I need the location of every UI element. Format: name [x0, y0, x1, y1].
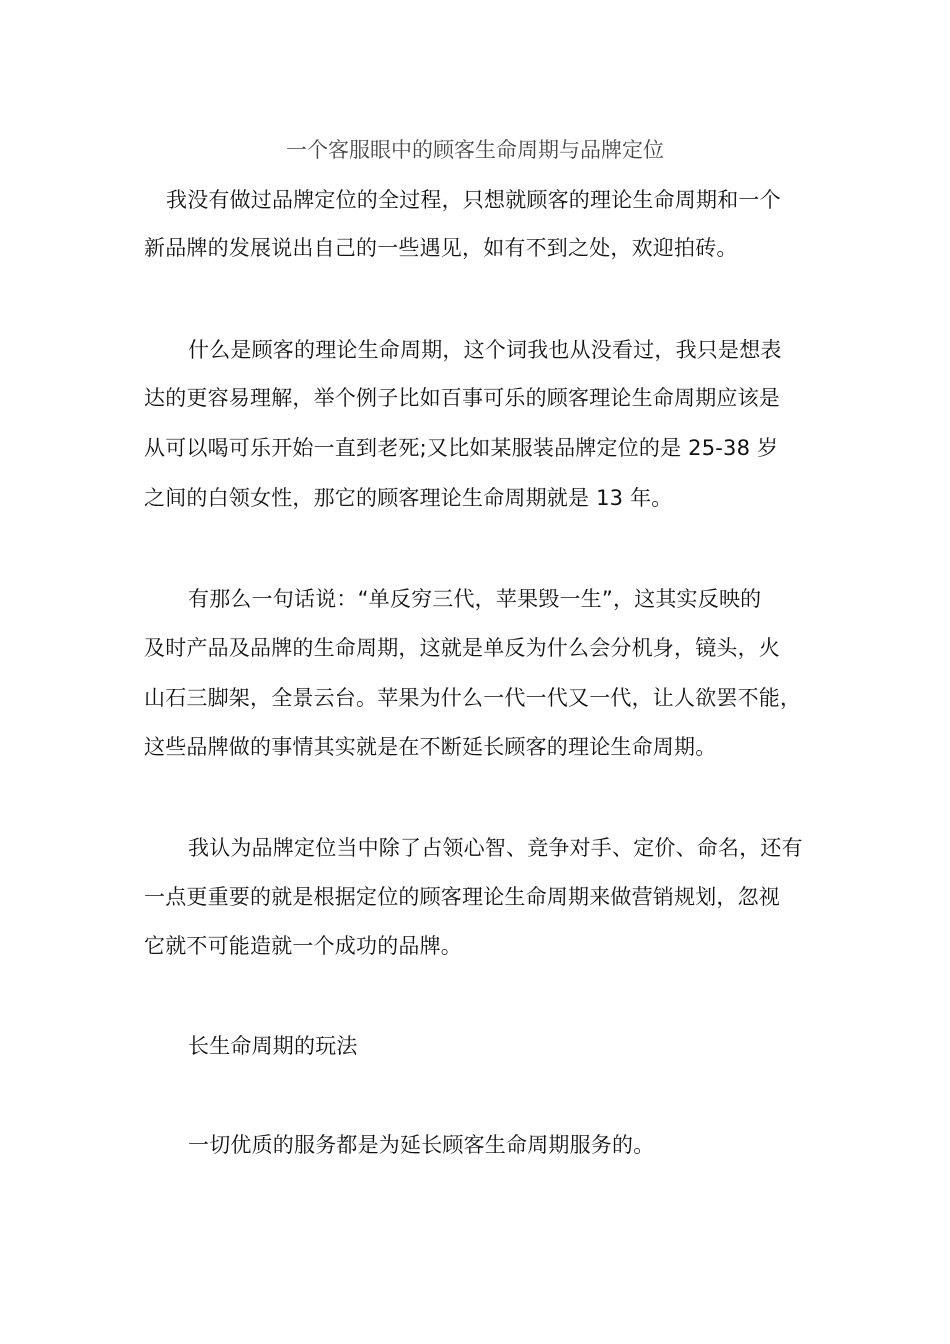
paragraph-1-line-1: 我没有做过品牌定位的全过程，只想就顾客的理论生命周期和一个 [166, 188, 781, 212]
paragraph-4-line-2: 一点更重要的就是根据定位的顾客理论生命周期来做营销规划，忽视 [144, 885, 780, 909]
paragraph-1-line-2: 新品牌的发展说出自己的一些遇见，如有不到之处，欢迎拍砖。 [144, 236, 738, 260]
paragraph-2-line-2: 达的更容易理解，举个例子比如百事可乐的顾客理论生命周期应该是 [144, 386, 780, 410]
document-title: 一个客服眼中的顾客生命周期与品牌定位 [286, 138, 664, 162]
paragraph-2-line-3: 从可以喝可乐开始一直到老死;又比如某服装品牌定位的是 25-38 岁 [144, 436, 779, 460]
paragraph-2-line-4: 之间的白领女性，那它的顾客理论生命周期就是 13 年。 [144, 486, 673, 510]
paragraph-4-line-1: 我认为品牌定位当中除了占领心智、竞争对手、定价、命名，还有 [188, 836, 803, 860]
paragraph-3-line-4: 这些品牌做的事情其实就是在不断延长顾客的理论生命周期。 [144, 735, 717, 759]
paragraph-3-line-2: 及时产品及品牌的生命周期，这就是单反为什么会分机身，镜头，火 [144, 636, 780, 660]
paragraph-3-line-3: 山石三脚架，全景云台。苹果为什么一代一代又一代，让人欲罢不能， [144, 686, 802, 710]
paragraph-2-line-1: 什么是顾客的理论生命周期，这个词我也从没看过，我只是想表 [188, 338, 782, 362]
section-heading-long-lifecycle: 长生命周期的玩法 [188, 1034, 358, 1058]
paragraph-6-line-1: 一切优质的服务都是为延长顾客生命周期服务的。 [188, 1133, 655, 1157]
paragraph-4-line-3: 它就不可能造就一个成功的品牌。 [144, 934, 462, 958]
paragraph-3-line-1: 有那么一句话说：“单反穷三代，苹果毁一生”，这其实反映的 [188, 587, 762, 611]
